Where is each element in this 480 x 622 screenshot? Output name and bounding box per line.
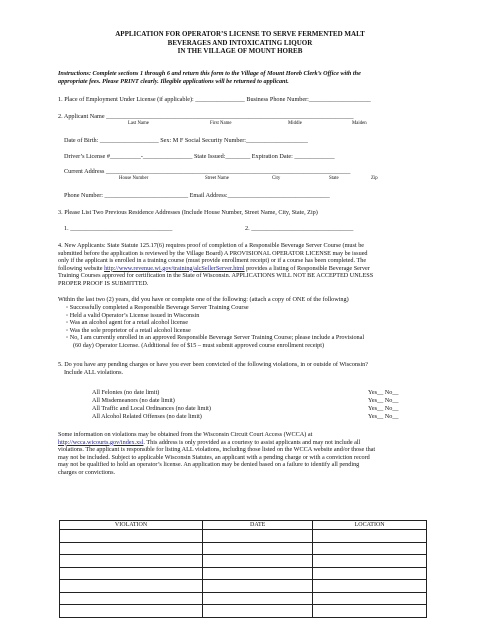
date-cell[interactable]: [203, 567, 313, 580]
revenue-website-link[interactable]: http://www.revenue.wi.gov/training/alcSellerServer.html: [104, 264, 245, 272]
wcca-line5: may not be qualified to hold an operator’s license. An application may be denied based on a failure to identify all pending: [58, 461, 360, 468]
location-cell[interactable]: [313, 580, 427, 593]
violation-type-label: All Felonies (no date limit): [92, 389, 160, 396]
section4-line4-text-a: following website: [58, 264, 105, 272]
instructions-line2: appropriate fees. Please PRINT clearly. Illegible applications will be returned to applicant.: [58, 78, 289, 85]
addr-sub-zip: Zip: [371, 176, 378, 181]
table-row: [60, 542, 427, 555]
section4-line4: [58, 265, 370, 272]
checkbox-icon[interactable]: ◦: [66, 334, 70, 341]
previous-address-2[interactable]: 2. _________________________________: [245, 225, 354, 232]
addr-sub-state: State: [329, 176, 339, 181]
section5-line1: 5. Do you have any pending charges or have you ever been convicted of the following violations, in or outside of Wisconsin?: [58, 361, 369, 368]
instructions-line1: Instructions: Complete sections 1 through 6 and return this form to the Village of Mount Horeb Clerk’s Office with the: [58, 70, 361, 77]
location-cell[interactable]: [313, 605, 427, 618]
wcca-line2: [58, 439, 360, 446]
previous-address-1[interactable]: 1. _________________________________: [64, 225, 173, 232]
wcca-line2-text: . This address is only provided as a courtesy to assist applicants and may not include all: [143, 438, 361, 446]
column-header-date: DATE: [203, 521, 313, 530]
option-item[interactable]: ◦ Held a valid Operator’s License issued in Wisconsin: [66, 311, 200, 319]
date-cell[interactable]: [203, 605, 313, 618]
section4-line5: Training Courses approved for certification in the State of Wisconsin. APPLICATIONS WILL NOT BE ACCEPTED UNLESS: [58, 272, 374, 279]
table-row: [60, 567, 427, 580]
violation-yes-no[interactable]: Yes__ No__: [368, 405, 399, 412]
addr-sub-street: Street Name: [205, 176, 229, 181]
date-cell[interactable]: [203, 592, 313, 605]
column-header-location: LOCATION: [313, 521, 427, 530]
table-row: [60, 592, 427, 605]
within-intro: Within the last two (2) years, did you have or complete one of the following: (attach a copy of ONE of the following): [58, 296, 349, 303]
section4-line6: PROPER PROOF IS SUBMITTED.: [58, 279, 149, 287]
location-cell[interactable]: [313, 555, 427, 568]
phone-email-field[interactable]: Phone Number: ___________________________ Email Address:_________________________________: [64, 192, 330, 199]
violation-cell[interactable]: [60, 605, 203, 618]
table-row: [60, 580, 427, 593]
table-row: [60, 555, 427, 568]
violation-yes-no[interactable]: Yes__ No__: [368, 397, 399, 404]
wcca-line4: may not be included. Subject to applicable Wisconsin Statutes, an applicant with a pending charge or with a conviction record: [58, 453, 370, 461]
option-item[interactable]: ◦ Was an alcohol agent for a retail alcohol license: [66, 319, 189, 326]
violation-cell[interactable]: [60, 542, 203, 555]
section4-line2: submitted before the application is reviewed by the Village Board) A PROVISIONAL OPERATOR LICENSE may be issued: [58, 249, 368, 257]
addr-sub-house: House Number: [119, 176, 149, 181]
location-cell[interactable]: [313, 567, 427, 580]
wcca-website-link[interactable]: http://wcca.wicourts.gov/index.xsl: [58, 438, 144, 446]
location-cell[interactable]: [313, 592, 427, 605]
addr-sub-city: City: [272, 176, 281, 181]
violation-yes-no[interactable]: Yes__ No__: [368, 389, 399, 396]
location-cell[interactable]: [313, 542, 427, 555]
date-cell[interactable]: [203, 530, 313, 543]
option-item[interactable]: ◦ Successfully completed a Responsible Beverage Server Training Course: [66, 304, 249, 311]
checkbox-icon[interactable]: ◦: [66, 311, 70, 319]
table-header-row: [60, 521, 427, 530]
violations-table: [59, 520, 427, 618]
section5-line2: Include ALL violations.: [64, 368, 124, 376]
violation-cell[interactable]: [60, 555, 203, 568]
form-title-line3: IN THE VILLAGE OF MOUNT HOREB: [177, 47, 303, 55]
violation-cell[interactable]: [60, 592, 203, 605]
wcca-line6: charges or convictions.: [58, 468, 116, 476]
violation-yes-no[interactable]: Yes__ No__: [368, 413, 399, 420]
applicant-name-field[interactable]: 2. Applicant Name ________________________________________________________________________________: [58, 113, 354, 120]
violation-cell[interactable]: [60, 567, 203, 580]
previous-addresses-label: 3. Please List Two Previous Residence Addresses (Include House Number, Street Name, City, State, Zip): [58, 209, 318, 216]
wcca-line1: Some information on violations may be obtained from the Wisconsin Circuit Court Access (WCCA) at: [58, 431, 313, 438]
date-cell[interactable]: [203, 580, 313, 593]
name-sub-maiden: Maiden: [352, 121, 367, 126]
form-title-line2: BEVERAGES AND INTOXICATING LIQUOR: [167, 38, 313, 47]
option-item[interactable]: ◦ Was the sole proprietor of a retail alcohol license: [66, 326, 191, 334]
violation-cell[interactable]: [60, 530, 203, 543]
name-sub-last: Last Name: [128, 121, 149, 126]
checkbox-icon[interactable]: ◦: [66, 326, 70, 334]
violation-type-label: All Traffic and Local Ordinances (no date limit): [92, 405, 211, 412]
name-sub-first: First Name: [210, 121, 232, 126]
checkbox-icon[interactable]: ◦: [66, 319, 70, 326]
checkbox-icon[interactable]: ◦: [66, 304, 70, 311]
dob-field[interactable]: Date of Birth: ___________________ Sex: M F Social Security Number:____________________: [64, 137, 308, 144]
table-row: [60, 530, 427, 543]
column-header-violation: VIOLATION: [60, 521, 203, 530]
date-cell[interactable]: [203, 555, 313, 568]
drivers-license-field[interactable]: Driver’s License #__________-________________ State Issued:________ Expiration Date: _____________: [64, 153, 335, 160]
option-5-continued: (60 day) Operator License. (Additional fee of $15 – must submit approved course enrollment receipt): [73, 341, 325, 349]
violation-type-label: All Alcohol Related Offenses (no date limit): [92, 413, 202, 420]
table-row: [60, 605, 427, 618]
current-address-field[interactable]: Current Address _______________________________________________________________________________: [64, 168, 351, 175]
section4-line4-text-b: provides a listing of Responsible Beverage Server: [244, 264, 370, 272]
violation-type-label: All Misdemeanors (no date limit): [92, 397, 175, 404]
violations-table-body: [60, 530, 427, 618]
location-cell[interactable]: [313, 530, 427, 543]
form-title-line1: APPLICATION FOR OPERATOR’S LICENSE TO SERVE FERMENTED MALT: [115, 30, 365, 38]
wcca-line3: violations. The applicant is responsible for listing ALL violations, including those listed on the WCCA website and/or those that: [58, 446, 376, 453]
employment-field[interactable]: 1. Place of Employment Under License (if applicable): ________________ Business Phone Number:____________________: [58, 96, 371, 103]
section4-line1: 4. New Applicants: State Statute 125.17(6) requires proof of completion of a Responsible Beverage Server Course (must be: [58, 242, 365, 249]
name-sub-middle: Middle: [288, 121, 302, 126]
option-item[interactable]: ◦ No, I am currently enrolled in an approved Responsible Beverage Server Training Course; please include a Provisional: [66, 334, 365, 341]
violation-cell[interactable]: [60, 580, 203, 593]
date-cell[interactable]: [203, 542, 313, 555]
section4-line3: only if the applicant is enrolled in a training course (must provide enrollment receipt) or if a course has been completed. The: [58, 257, 367, 264]
